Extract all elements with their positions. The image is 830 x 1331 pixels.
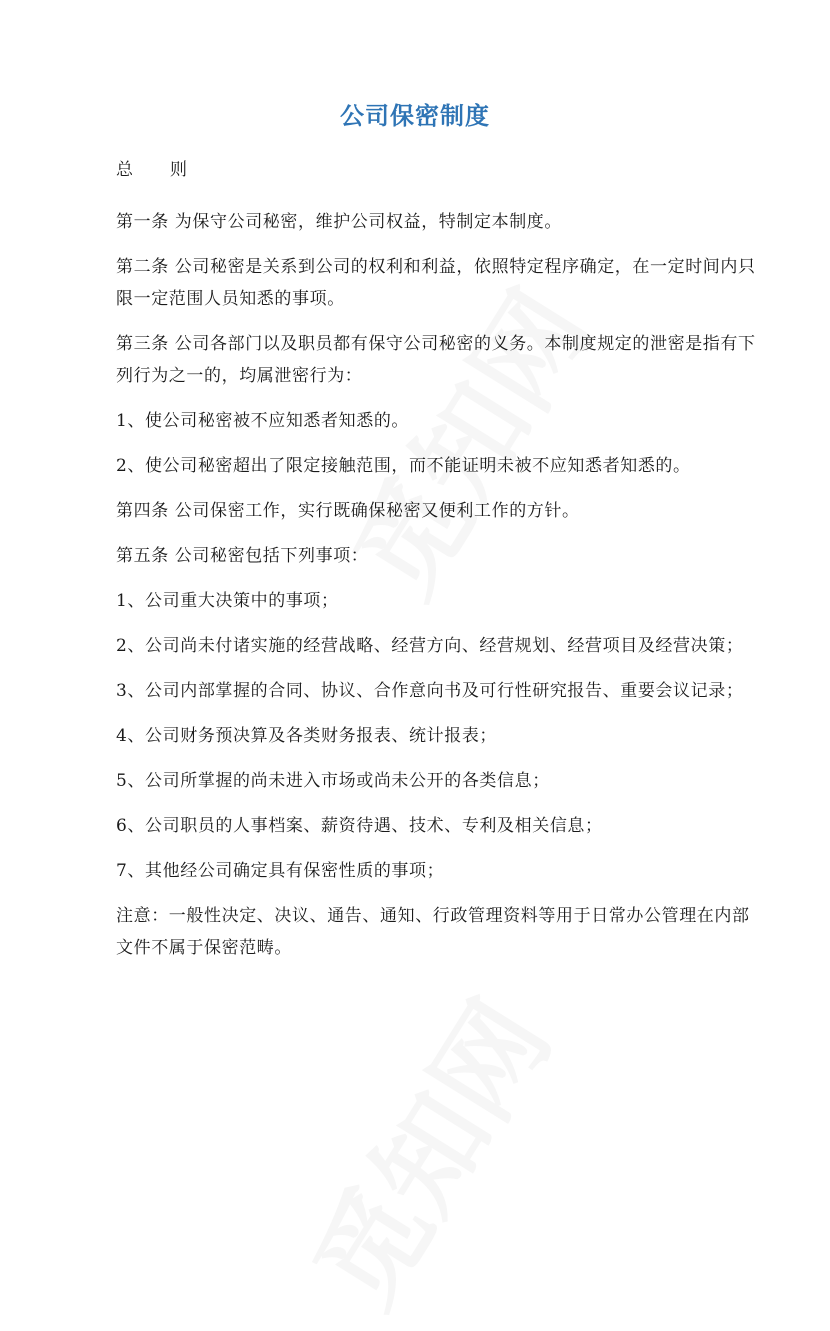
document-title: 公司保密制度 bbox=[340, 102, 490, 130]
paragraph: 7、其他经公司确定具有保密性质的事项； bbox=[116, 861, 445, 881]
paragraph: 6、公司职员的人事档案、薪资待遇、技术、专利及相关信息； bbox=[116, 816, 603, 836]
paragraph: 2、使公司秘密超出了限定接触范围，而不能证明未被不应知悉者知悉的。 bbox=[116, 456, 691, 476]
section-heading bbox=[116, 155, 760, 180]
paragraph: 1、使公司秘密被不应知悉者知悉的。 bbox=[116, 411, 410, 431]
paragraph: 4、公司财务预决算及各类财务报表、统计报表； bbox=[116, 726, 498, 746]
watermark bbox=[271, 967, 580, 1331]
paragraph: 第三条 公司各部门以及职员都有保守公司秘密的义务。本制度规定的泄密是指有下列行为之一的，均属泄密行为： bbox=[116, 334, 756, 386]
paragraph: 注意：一般性决定、决议、通告、通知、行政管理资料等用于日常办公管理在内部文件不属于保密范畴。 bbox=[116, 906, 750, 958]
paragraph: 第一条 为保守公司秘密，维护公司权益，特制定本制度。 bbox=[116, 212, 563, 232]
paragraph: 1、公司重大决策中的事项； bbox=[116, 591, 339, 611]
section-heading-right: 则 bbox=[170, 160, 188, 180]
section-heading-left: 总 bbox=[116, 160, 134, 180]
paragraph: 第二条 公司秘密是关系到公司的权利和利益，依照特定程序确定，在一定时间内只限一定范围人员知悉的事项。 bbox=[116, 257, 756, 309]
paragraph: 2、公司尚未付诸实施的经营战略、经营方向、经营规划、经营项目及经营决策； bbox=[116, 636, 744, 656]
paragraph: 3、公司内部掌握的合同、协议、合作意向书及可行性研究报告、重要会议记录； bbox=[116, 681, 744, 701]
paragraph: 5、公司所掌握的尚未进入市场或尚未公开的各类信息； bbox=[116, 771, 550, 791]
paragraph: 第四条 公司保密工作，实行既确保秘密又便利工作的方针。 bbox=[116, 501, 580, 521]
paragraph: 第五条 公司秘密包括下列事项： bbox=[116, 546, 369, 566]
